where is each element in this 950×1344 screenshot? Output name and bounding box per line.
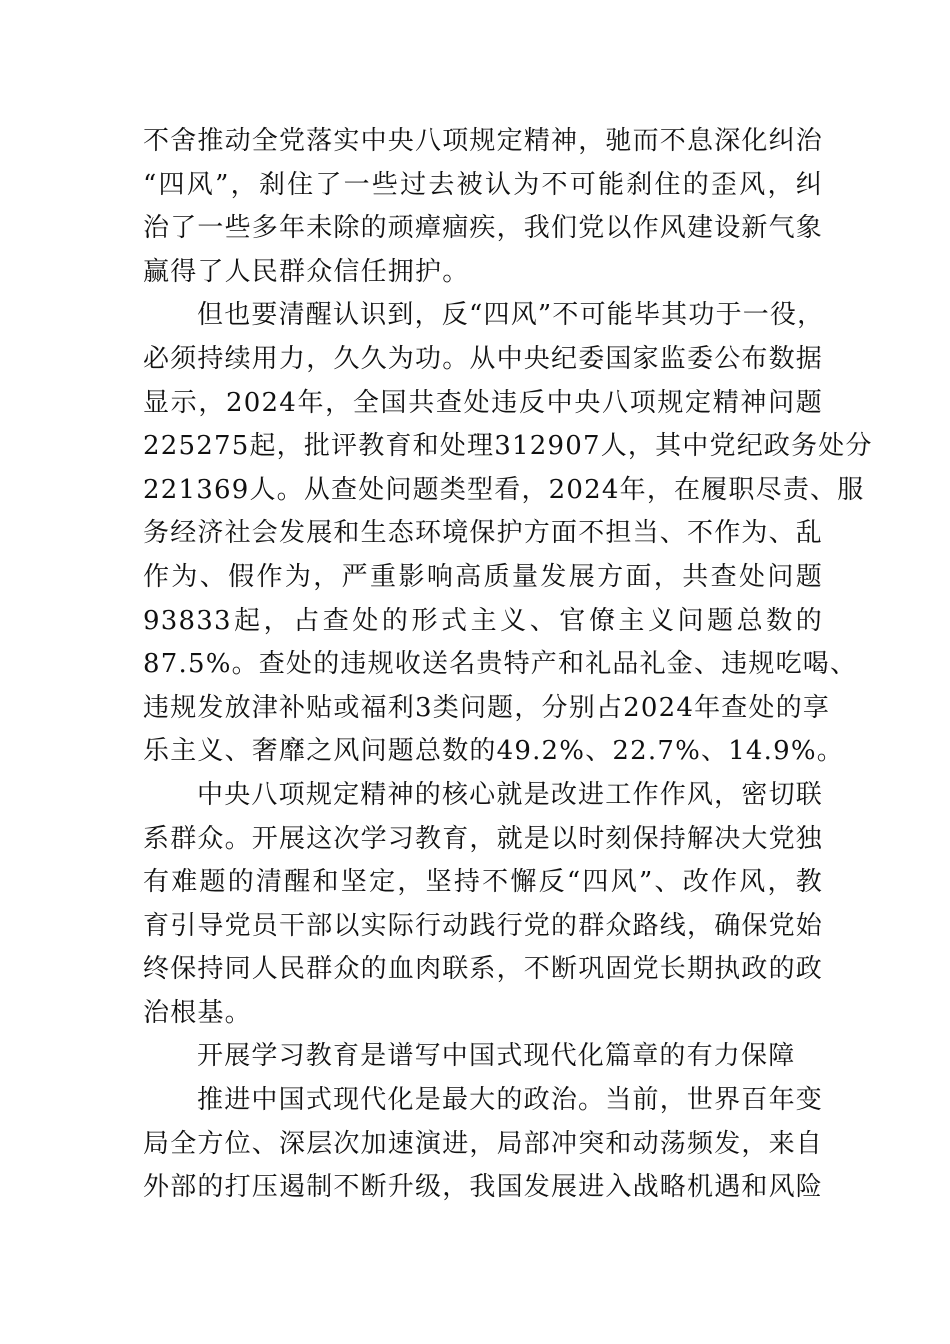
text-line: 违规发放津补贴或福利3类问题，分别占2024年查处的享 [143, 692, 831, 723]
text-line: “四风”，刹住了一些过去被认为不可能刹住的歪风，纠 [143, 169, 823, 200]
paragraph-3 [143, 774, 823, 1036]
text-line: 赢得了人民群众信任拥护。 [143, 256, 470, 287]
paragraph-1 [143, 120, 823, 294]
text-line: 必须持续用力，久久为功。从中央纪委国家监委公布数据 [143, 343, 824, 374]
text-line: 局全方位、深层次加速演进，局部冲突和动荡频发，来自 [143, 1128, 824, 1159]
paragraph-4 [143, 1079, 823, 1210]
document-page [143, 120, 873, 1210]
text-line: 治根基。 [143, 997, 252, 1028]
text-line: 治了一些多年未除的顽瘴痼疾，我们党以作风建设新气象 [143, 213, 824, 244]
text-line: 终保持同人民群众的血肉联系，不断巩固党长期执政的政 [143, 954, 824, 985]
text-line: 87.5%。查处的违规收送名贵特产和礼品礼金、违规吃喝、 [143, 649, 858, 680]
text-line: 推进中国式现代化是最大的政治。当前，世界百年变 [197, 1085, 823, 1116]
text-line: 中央八项规定精神的核心就是改进工作作风，密切联 [197, 779, 823, 810]
text-line: 外部的打压遏制不断升级，我国发展进入战略机遇和风险 [143, 1172, 824, 1203]
text-line: 221369人。从查处问题类型看，2024年，在履职尽责、服 [143, 474, 865, 505]
text-line: 显示，2024年，全国共查处违反中央八项规定精神问题 [143, 387, 823, 418]
heading-line: 开展学习教育是谱写中国式现代化篇章的有力保障 [197, 1041, 796, 1072]
text-line: 务经济社会发展和生态环境保护方面不担当、不作为、乱 [143, 518, 824, 549]
text-line: 系群众。开展这次学习教育，就是以时刻保持解决大党独 [143, 823, 824, 854]
text-line: 有难题的清醒和坚定，坚持不懈反“四风”、改作风，教 [143, 867, 823, 898]
text-line: 93833起，占查处的形式主义、官僚主义问题总数的 [143, 605, 823, 636]
text-line: 作为、假作为，严重影响高质量发展方面，共查处问题 [143, 561, 823, 592]
paragraph-2 [143, 294, 873, 774]
text-line: 育引导党员干部以实际行动践行党的群众路线，确保党始 [143, 910, 824, 941]
text-line: 但也要清醒认识到，反“四风”不可能毕其功于一役， [197, 300, 825, 331]
section-heading [143, 1035, 823, 1079]
text-line: 不舍推动全党落实中央八项规定精神，驰而不息深化纠治 [143, 126, 824, 156]
text-line: 225275起，批评教育和处理312907人，其中党纪政务处分 [143, 431, 873, 462]
text-line: 乐主义、奢靡之风问题总数的49.2%、22.7%、14.9%。 [143, 736, 844, 767]
